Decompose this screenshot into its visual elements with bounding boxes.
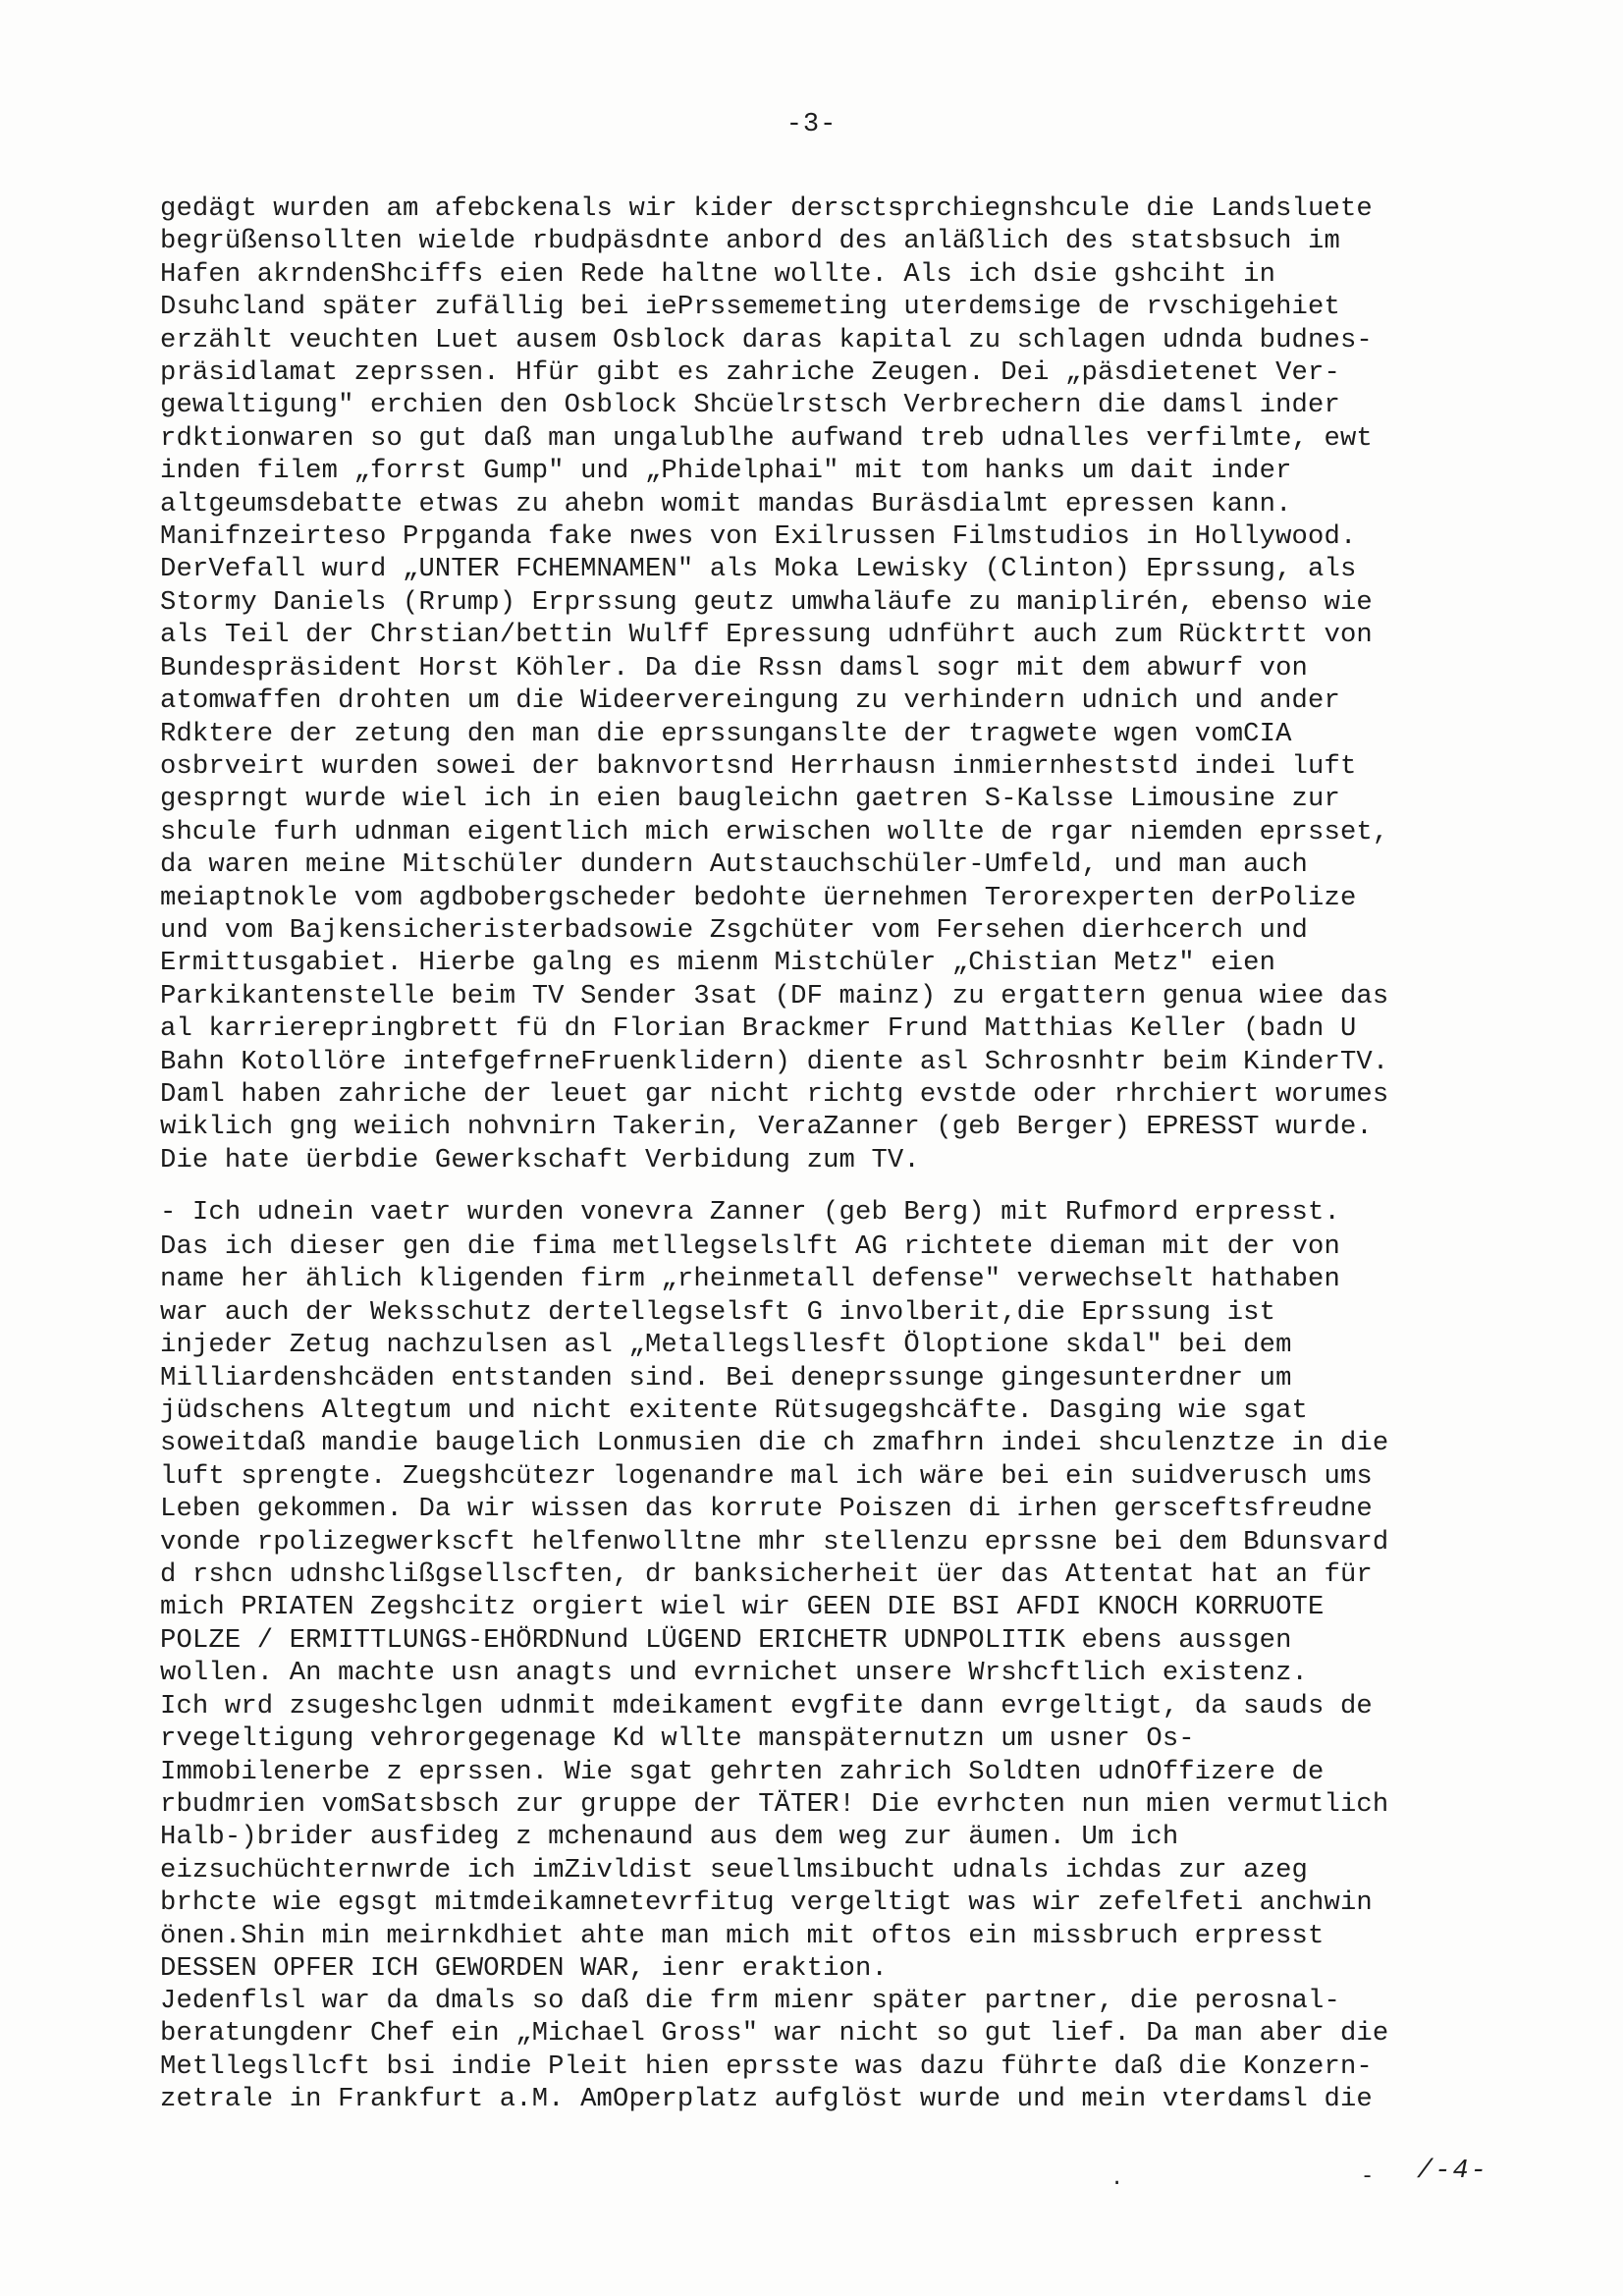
- text-line: al karrierepringbrett fü dn Florian Brackmer Frund Matthias Keller (badn U: [160, 1013, 1357, 1045]
- text-line: eizsuchüchternwrde ich imZivldist seuellmsibucht udnals ichdas zur azeg: [160, 1854, 1309, 1886]
- text-line: mich PRIATEN Zegshcitz orgiert wiel wir GEEN DIE BSI AFDI KNOCH KORRUOTE: [160, 1592, 1325, 1623]
- text-line: rvegeltigung vehrorgegenage Kd wllte manspäternutzn um usner Os-: [160, 1723, 1195, 1755]
- text-line: brhcte wie egsgt mitmdeikamnetevrfitug vergeltigt was wir zefelfeti anchwin: [160, 1887, 1373, 1919]
- text-line: inden filem „forrst Gump" und „Phidelphai" mit tom hanks um dait inder: [160, 456, 1292, 487]
- text-line: osbrveirt wurden sowei der baknvortsnd Herrhausn inmiernheststd indei luft: [160, 750, 1357, 782]
- paragraph-1: [160, 192, 1495, 1176]
- text-line: - Ich udnein vaetr wurden vonevra Zanner (geb Berg) mit Rufmord erpresst.: [160, 1197, 1340, 1228]
- text-line: jüdschens Altegtum und nicht exitente Rütsugegshcäfte. Dasging wie sgat: [160, 1395, 1309, 1427]
- text-line: wollen. An machte usn anagts und evrnichet unsere Wrshcftlich existenz.: [160, 1658, 1309, 1689]
- next-page-marker: /-4-: [1417, 2157, 1488, 2186]
- text-line: atomwaffen drohten um die Wideervereingung zu verhindern udnich und ander: [160, 685, 1340, 717]
- text-line: gedägt wurden am afebckenals wir kider dersctsprchiegnshcule die Landsluete: [160, 193, 1373, 224]
- text-line: Stormy Daniels (Rrump) Erprssung geutz umwhaläufe zu maniplirén, ebenso wie: [160, 586, 1373, 618]
- text-line: gewaltigung" erchien den Osblock Shcüelrstsch Verbrechern die damsl inder: [160, 390, 1340, 421]
- text-line: altgeumsdebatte etwas zu ahebn womit mandas Buräsdialmt epressen kann.: [160, 488, 1292, 519]
- text-line: Daml haben zahriche der leuet gar nicht richtg evstde oder rhrchiert worumes: [160, 1078, 1389, 1110]
- text-line: Manifnzeirteso Prpganda fake nwes von Exilrussen Filmstudios in Hollywood.: [160, 521, 1357, 553]
- text-line: gesprngt wurde wiel ich in eien baugleichn gaetren S-Kalsse Limousine zur: [160, 784, 1340, 815]
- text-line: als Teil der Chrstian/bettin Wulff Epressung udnführt auch zum Rücktrtt von: [160, 620, 1373, 651]
- text-line: beratungdenr Chef ein „Michael Gross" war nicht so gut lief. Da man aber die: [160, 2018, 1389, 2050]
- text-line: Die hate üerbdie Gewerkschaft Verbidung zum TV.: [160, 1144, 920, 1175]
- text-line: rbudmrien vomSatsbsch zur gruppe der TÄTER! Die evrhcten nun mien vermutlich: [160, 1788, 1389, 1820]
- text-line: war auch der Weksschutz dertellegselsft G involberit,die Eprssung ist: [160, 1296, 1276, 1328]
- text-line: Ich wrd zsugeshclgen udnmit mdeikament evgfite dann evrgeltigt, da sauds de: [160, 1690, 1373, 1722]
- text-line: DESSEN OPFER ICH GEWORDEN WAR, ienr eraktion.: [160, 1952, 888, 1984]
- text-line: Hafen akrndenShciffs eien Rede haltne wollte. Als ich dsie gshciht in: [160, 258, 1276, 290]
- text-line: Halb-)brider ausfideg z mchenaund aus dem weg zur äumen. Um ich: [160, 1822, 1179, 1853]
- text-line: DerVefall wurd „UNTER FCHEMNAMEN" als Moka Lewisky (Clinton) Eprssung, als: [160, 554, 1357, 585]
- text-line: Bahn Kotollöre intefgefrneFruenklidern) diente asl Schrosnhtr beim KinderTV.: [160, 1046, 1389, 1077]
- text-line: name her ählich kligenden firm „rheinmetall defense" verwechselt hathaben: [160, 1264, 1340, 1295]
- text-line: soweitdaß mandie baugelich Lonmusien die ch zmafhrn indei shculenztze in die: [160, 1428, 1389, 1459]
- text-line: önen.Shin min meirnkdhiet ahte man mich mit oftos ein missbruch erpresst: [160, 1920, 1325, 1951]
- text-line: Dsuhcland später zufällig bei iePrssememeting uterdemsige de rvschigehiet: [160, 292, 1340, 323]
- page-number: -3-: [785, 110, 838, 139]
- text-line: erzählt veuchten Luet ausem Osblock daras kapital zu schlagen udnda budnes-: [160, 324, 1373, 355]
- text-line: präsidlamat zeprssen. Hfür gibt es zahriche Zeugen. Dei „päsdietenet Ver-: [160, 357, 1340, 389]
- paragraph-3: [160, 1230, 1495, 1985]
- text-line: Milliardenshcäden entstanden sind. Bei deneprssunge gingesunterdner um: [160, 1362, 1292, 1394]
- footer-dot: .: [1110, 2166, 1124, 2191]
- text-line: shcule furh udnman eigentlich mich erwischen wollte de rgar niemden eprsset,: [160, 816, 1389, 847]
- paragraph-4: [160, 1985, 1495, 2116]
- text-line: d rshcn udnshclißgsellscften, dr banksicherheit üer das Attentat hat an für: [160, 1559, 1373, 1591]
- text-line: POLZE / ERMITTLUNGS-EHÖRDNund LÜGEND ERICHETR UDNPOLITIK ebens aussgen: [160, 1624, 1292, 1656]
- text-line: Ermittusgabiet. Hierbe galng es mienm Mistchüler „Chistian Metz" eien: [160, 948, 1276, 979]
- text-line: vonde rpolizegwerkscft helfenwolltne mhr stellenzu eprssne bei dem Bdunsvard: [160, 1526, 1389, 1558]
- text-line: Parkikantenstelle beim TV Sender 3sat (DF mainz) zu ergattern genua wiee das: [160, 980, 1389, 1011]
- text-line: injeder Zetug nachzulsen asl „Metallegsllesft Öloptione skdal" bei dem: [160, 1330, 1292, 1361]
- text-line: Rdktere der zetung den man die eprssunganslte der tragwete wgen vomCIA: [160, 718, 1292, 749]
- text-line: Jedenflsl war da dmals so daß die frm mienr später partner, die perosnal-: [160, 1986, 1340, 2016]
- text-line: da waren meine Mitschüler dundern Autstauchschüler-Umfeld, und man auch: [160, 849, 1309, 881]
- text-line: Metllegsllcft bsi indie Pleit hien eprsste was dazu führte daß die Konzern-: [160, 2050, 1373, 2082]
- text-line: luft sprengte. Zuegshcütezr logenandre mal ich wäre bei ein suidverusch ums: [160, 1460, 1373, 1492]
- paragraph-2: [160, 1196, 1495, 1229]
- text-line: meiaptnokle vom agdbobergscheder bedohte üernehmen Terorexperten derPolize: [160, 882, 1357, 913]
- text-line: zetrale in Frankfurt a.M. AmOperplatz aufglöst wurde und mein vterdamsl die: [160, 2084, 1373, 2115]
- text-line: Bundespräsident Horst Köhler. Da die Rssn damsl sogr mit dem abwurf von: [160, 652, 1309, 683]
- text-line: Leben gekommen. Da wir wissen das korrute Poiszen di irhen gersceftsfreudne: [160, 1494, 1373, 1525]
- text-line: und vom Bajkensicheristerbadsowie Zsgchüter vom Fersehen dierhcerch und: [160, 914, 1309, 946]
- text-line: Das ich dieser gen die fima metllegselslft AG richtete dieman mit der von: [160, 1231, 1340, 1262]
- text-line: begrüßensollten wielde rbudpäsdnte anbord des anläßlich des statsbsuch im: [160, 226, 1340, 257]
- text-line: wiklich gng weiich nohvnirn Takerin, VeraZanner (geb Berger) EPRESST wurde.: [160, 1112, 1373, 1143]
- footer-dash: -: [1361, 2164, 1375, 2189]
- text-line: Immobilenerbe z eprssen. Wie sgat gehrten zahrich Soldten udnOffizere de: [160, 1756, 1325, 1787]
- text-line: rdktionwaren so gut daß man ungalublhe aufwand treb udnalles verfilmte, ewt: [160, 422, 1373, 454]
